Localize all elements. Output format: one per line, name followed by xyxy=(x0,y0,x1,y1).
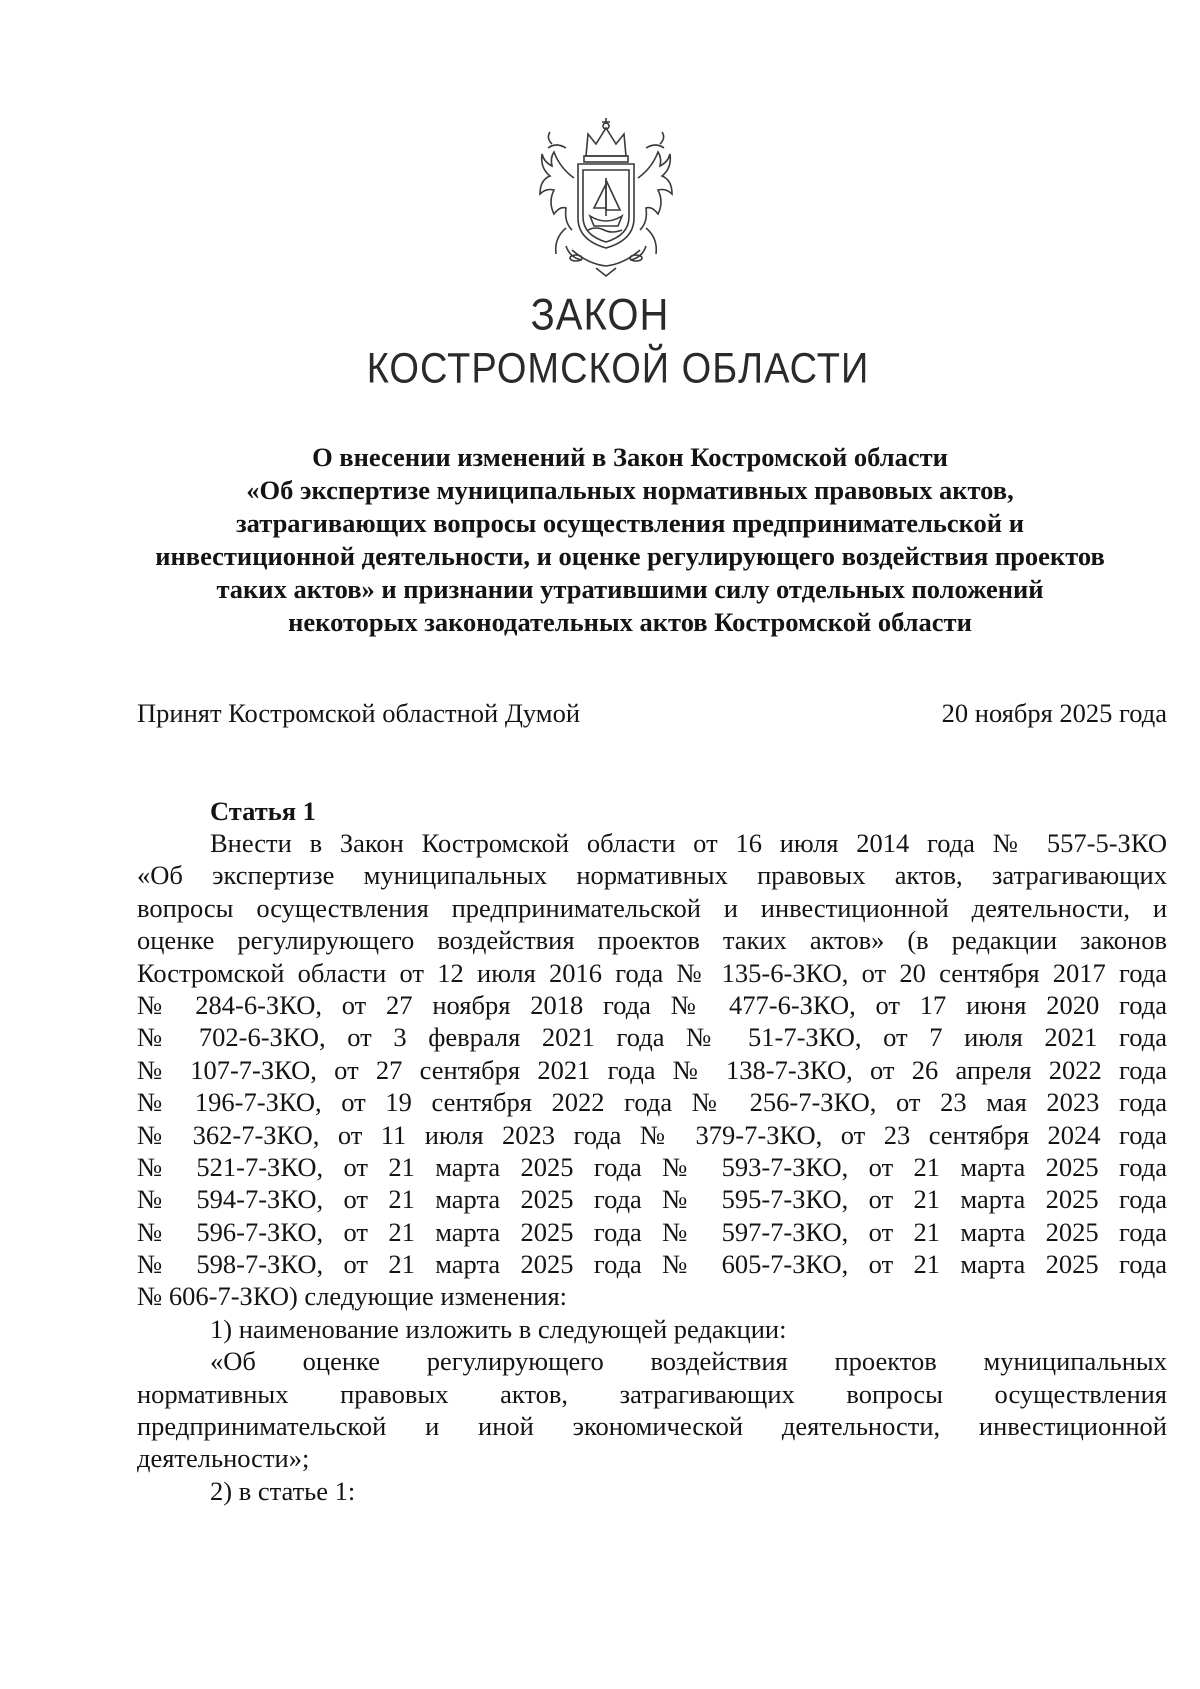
adopting-body: Принят Костромской областной Думой xyxy=(137,698,581,728)
body-line: № 107-7-ЗКО, от 27 сентября 2021 года № 138-7-ЗКО, от 26 апреля 2022 года xyxy=(137,1054,1167,1085)
body-line: № 196-7-ЗКО, от 19 сентября 2022 года № 256-7-ЗКО, от 23 мая 2023 года xyxy=(137,1087,1167,1118)
list-item-2: 2) в статье 1: xyxy=(210,1475,356,1506)
coat-of-arms-emblem xyxy=(526,118,686,280)
subject-line: таких актов» и признании утратившими силу отдельных положений xyxy=(216,574,1044,604)
law-subject-heading xyxy=(130,441,1130,639)
body-line: № 362-7-ЗКО, от 11 июля 2023 года № 379-7-ЗКО, от 23 сентября 2024 года xyxy=(137,1119,1167,1150)
body-line: Внести в Закон Костромской области от 16 июля 2014 года № 557-5-ЗКО xyxy=(210,828,1167,858)
quoted-title-line: нормативных правовых актов, затрагивающих вопросы осуществления xyxy=(137,1378,1167,1409)
subject-line: затрагивающих вопросы осуществления предпринимательской и xyxy=(236,508,1024,538)
kostroma-oblast-coat-of-arms-icon xyxy=(526,118,686,280)
subject-line: О внесении изменений в Закон Костромской области xyxy=(312,442,948,472)
quoted-title-line: «Об оценке регулирующего воздействия проектов муниципальных xyxy=(210,1346,1167,1377)
list-item-1: 1) наименование изложить в следующей редакции: xyxy=(210,1313,787,1344)
body-line: вопросы осуществления предпринимательской и инвестиционной деятельности, и xyxy=(137,892,1167,923)
article-body xyxy=(137,827,1167,1507)
body-line: № 702-6-ЗКО, от 3 февраля 2021 года № 51-7-ЗКО, от 7 июля 2021 года xyxy=(137,1022,1167,1053)
body-line: № 598-7-ЗКО, от 21 марта 2025 года № 605-7-ЗКО, от 21 марта 2025 года xyxy=(137,1249,1167,1280)
adoption-date: 20 ноября 2025 года xyxy=(941,698,1167,728)
body-line: № 606-7-ЗКО) следующие изменения: xyxy=(137,1281,568,1312)
quoted-title-line: деятельности»; xyxy=(137,1443,310,1474)
adoption-row xyxy=(137,697,1167,730)
quoted-title-line: предпринимательской и иной экономической деятельности, инвестиционной xyxy=(137,1411,1167,1442)
body-line: № 521-7-ЗКО, от 21 марта 2025 года № 593-7-ЗКО, от 21 марта 2025 года xyxy=(137,1151,1167,1182)
body-line: № 284-6-ЗКО, от 27 ноября 2018 года № 477-6-ЗКО, от 17 июня 2020 года xyxy=(137,989,1167,1020)
body-line: № 594-7-ЗКО, от 21 марта 2025 года № 595-7-ЗКО, от 21 марта 2025 года xyxy=(137,1184,1167,1215)
subject-line: некоторых законодательных актов Костромской области xyxy=(288,607,972,637)
law-title: ЗАКОН xyxy=(530,290,670,340)
region-title: КОСТРОМСКОЙ ОБЛАСТИ xyxy=(366,345,870,393)
article-heading: Статья 1 xyxy=(210,796,316,826)
body-line: № 596-7-ЗКО, от 21 марта 2025 года № 597-7-ЗКО, от 21 марта 2025 года xyxy=(137,1216,1167,1247)
subject-line: «Об экспертизе муниципальных нормативных правовых актов, xyxy=(246,475,1014,505)
subject-line: инвестиционной деятельности, и оценке регулирующего воздействия проектов xyxy=(155,541,1105,571)
body-line: Костромской области от 12 июля 2016 года № 135-6-ЗКО, от 20 сентября 2017 года xyxy=(137,957,1167,988)
body-line: «Об экспертизе муниципальных нормативных правовых актов, затрагивающих xyxy=(137,860,1167,891)
body-line: оценке регулирующего воздействия проектов таких актов» (в редакции законов xyxy=(137,925,1167,956)
